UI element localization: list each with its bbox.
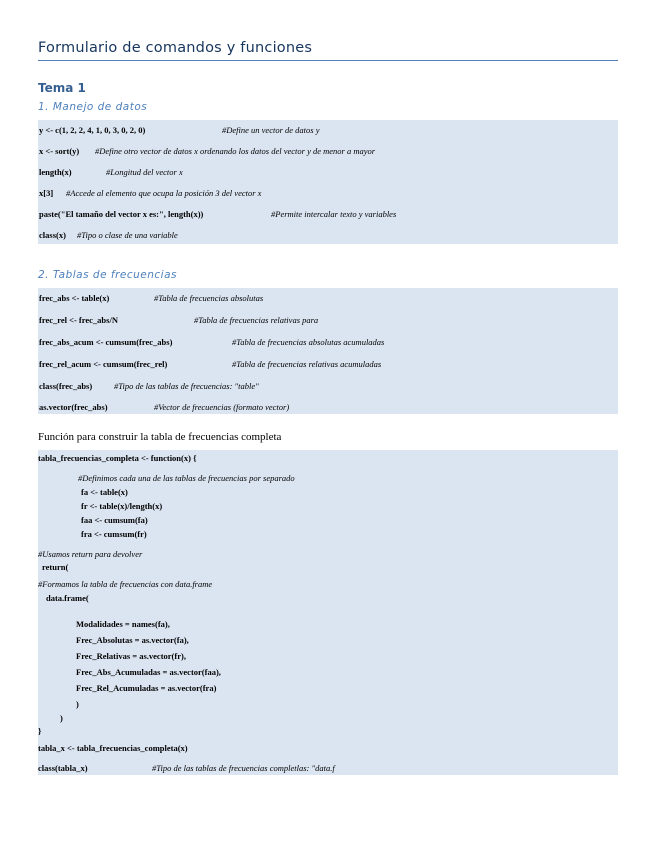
code-comment: #Definimos cada una de las tablas de frecuencias por separado <box>78 473 295 483</box>
code-text: class(tabla_x) <box>38 763 88 773</box>
code-comment: #Tipo de las tablas de frecuencias completlas: "data.f <box>152 763 335 773</box>
code-comment: #Usamos return para devolver <box>38 549 143 559</box>
code-text: frec_abs_acum <- cumsum(frec_abs) <box>39 337 173 347</box>
code-text: tabla_frecuencias_completa <- function(x) { <box>38 453 197 463</box>
code-text: fra <- cumsum(fr) <box>81 529 147 539</box>
code-text: length(x) <box>39 167 72 177</box>
code-comment: #Formamos la tabla de frecuencias con data.frame <box>38 579 213 589</box>
code-text: x <- sort(y) <box>39 146 80 156</box>
section-heading-tablas-frecuencias: 2. Tablas de frecuencias <box>38 269 177 281</box>
code-text: Frec_Absolutas = as.vector(fa), <box>76 635 189 645</box>
code-text: Frec_Abs_Acumuladas = as.vector(faa), <box>76 667 221 677</box>
code-text: x[3] <box>39 188 54 198</box>
code-comment: #Tabla de frecuencias relativas para <box>194 315 319 325</box>
code-text: y <- c(1, 2, 2, 4, 1, 0, 3, 0, 2, 0) <box>39 125 146 135</box>
code-comment: #Tipo o clase de una variable <box>77 230 178 240</box>
code-comment: #Permite intercalar texto y variables <box>271 209 397 219</box>
code-text: class(x) <box>39 230 66 240</box>
code-text: fa <- table(x) <box>81 487 128 497</box>
code-comment: #Tabla de frecuencias absolutas acumuladas <box>232 337 385 347</box>
topic-heading: Tema 1 <box>38 81 86 95</box>
code-comment: #Define un vector de datos y <box>222 125 320 135</box>
code-comment: #Accede al elemento que ocupa la posición 3 del vector x <box>66 188 262 198</box>
code-comment: #Tabla de frecuencias relativas acumuladas <box>232 359 382 369</box>
code-text: frec_rel <- frec_abs/N <box>39 315 118 325</box>
code-text: frec_rel_acum <- cumsum(frec_rel) <box>39 359 168 369</box>
code-text: as.vector(frec_abs) <box>39 402 108 412</box>
code-comment: #Longitud del vector x <box>106 167 183 177</box>
code-text: fr <- table(x)/length(x) <box>81 501 163 511</box>
code-text: paste("El tamaño del vector x es:", length(x)) <box>39 209 204 219</box>
code-text: return( <box>42 562 69 572</box>
code-block-tablas-frecuencias <box>38 288 618 414</box>
page-title: Formulario de comandos y funciones <box>38 40 618 61</box>
code-text: ) <box>60 713 63 723</box>
code-block-manejo-datos <box>38 120 618 244</box>
function-intro-text: Función para construir la tabla de frecuencias completa <box>38 431 282 443</box>
code-block-function <box>38 450 618 775</box>
code-text: faa <- cumsum(fa) <box>81 515 148 525</box>
section-heading-manejo-datos: 1. Manejo de datos <box>38 101 148 113</box>
code-text: Frec_Rel_Acumuladas = as.vector(fra) <box>76 683 217 693</box>
code-text: Frec_Relativas = as.vector(fr), <box>76 651 186 661</box>
code-text: frec_abs <- table(x) <box>39 293 110 303</box>
code-text: tabla_x <- tabla_frecuencias_completa(x) <box>38 743 188 753</box>
code-text: Modalidades = names(fa), <box>76 619 170 629</box>
code-comment: #Tipo de las tablas de frecuencias: "table" <box>114 381 259 391</box>
code-comment: #Vector de frecuencias (formato vector) <box>154 402 290 412</box>
code-text: data.frame( <box>46 593 89 603</box>
code-comment: #Tabla de frecuencias absolutas <box>154 293 264 303</box>
code-text: ) <box>76 699 79 709</box>
code-comment: #Define otro vector de datos x ordenando los datos del vector y de menor a mayor <box>95 146 376 156</box>
code-text: } <box>38 726 42 736</box>
code-text: class(frec_abs) <box>39 381 93 391</box>
